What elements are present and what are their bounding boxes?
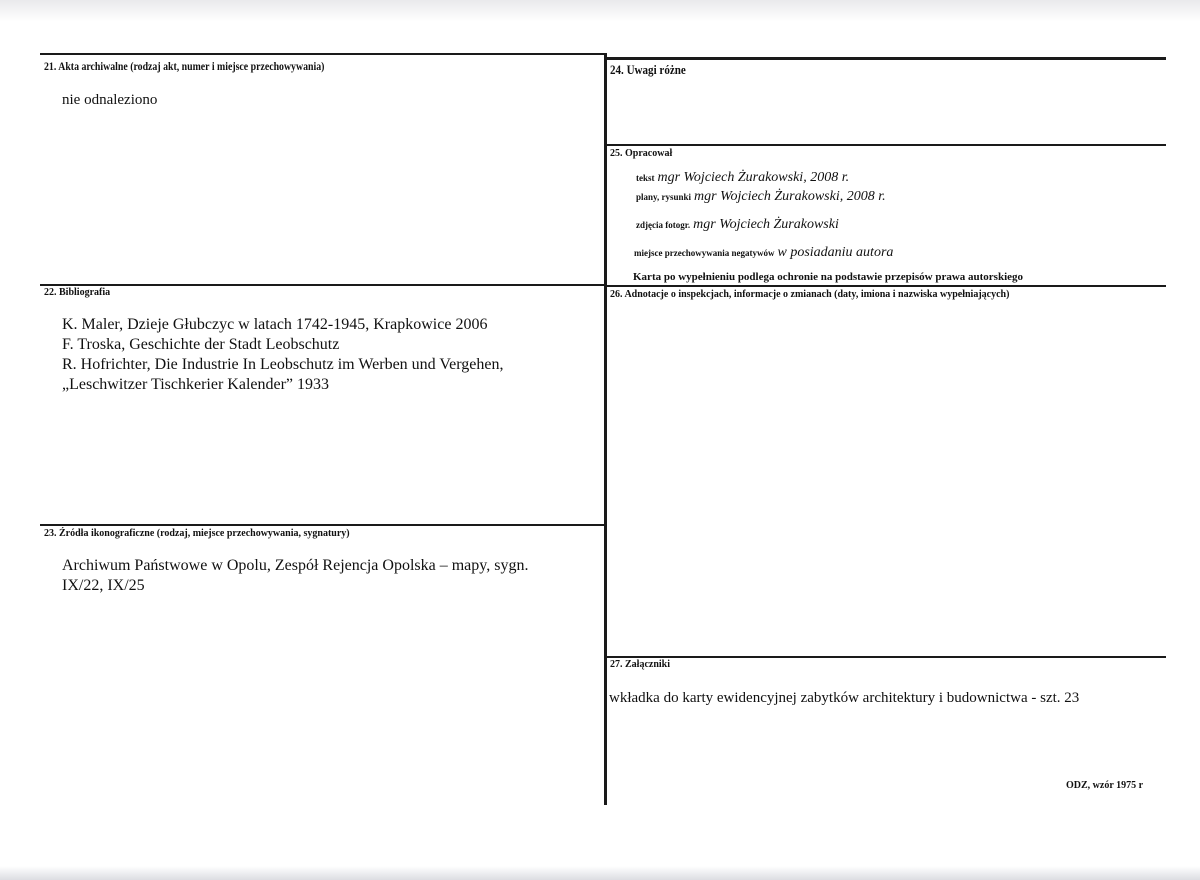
rule-above-25 (606, 144, 1166, 146)
section-26-label: 26. Adnotacje o inspekcjach, informacje o zmianach (daty, imiona i nazwiska wypełniających) (610, 289, 1010, 300)
credit-value: mgr Wojciech Żurakowski (693, 217, 839, 232)
top-rule-right (606, 57, 1166, 60)
form-version-footer: ODZ, wzór 1975 r (1066, 780, 1144, 791)
credit-label: miejsce przechowywania negatywów (634, 248, 775, 258)
section-25-label: 25. Opracował (610, 148, 673, 159)
scan-edge-bottom (0, 866, 1200, 880)
iconographic-line: IX/22, IX/25 (62, 577, 145, 594)
rule-above-27 (606, 656, 1166, 658)
credit-label: tekst (636, 173, 655, 183)
center-divider (604, 53, 607, 805)
section-27-value: wkładka do karty ewidencyjnej zabytków architektury i budownictwa - szt. 23 (609, 690, 1080, 706)
section-21-label: 21. Akta archiwalne (rodzaj akt, numer i miejsce przechowywania) (44, 59, 325, 73)
rule-above-26 (606, 285, 1166, 287)
bibliography-line: R. Hofrichter, Die Industrie In Leobschutz im Werben und Vergehen, (62, 356, 504, 373)
credit-value: mgr Wojciech Żurakowski, 2008 r. (657, 170, 850, 185)
section-22-label: 22. Bibliografia (44, 287, 111, 298)
iconographic-line: Archiwum Państwowe w Opolu, Zespół Rejencja Opolska – mapy, sygn. (62, 557, 529, 574)
credit-row-photos (636, 216, 839, 233)
credit-label: zdjęcia fotogr. (636, 220, 691, 230)
credit-value: mgr Wojciech Żurakowski, 2008 r. (694, 189, 886, 204)
credit-row-negatives (634, 244, 893, 261)
bibliography-line: F. Troska, Geschichte der Stadt Leobschutz (62, 336, 340, 353)
section-23-label: 23. Źródła ikonograficzne (rodzaj, miejsce przechowywania, sygnatury) (44, 528, 350, 539)
credit-label: plany, rysunki (636, 192, 692, 202)
section-24-label: 24. Uwagi różne (610, 62, 686, 77)
credit-value: w posiadaniu autora (777, 245, 894, 260)
credit-row-plans (636, 188, 886, 205)
credit-row-text (636, 169, 849, 186)
rule-above-23 (40, 524, 606, 526)
top-rule-left (40, 53, 606, 55)
bibliography-line: K. Maler, Dzieje Głubczyc w latach 1742-1945, Krapkowice 2006 (62, 316, 488, 333)
rule-above-22 (40, 284, 606, 286)
scan-edge-top (0, 0, 1200, 22)
bibliography-line: „Leschwitzer Tischkerier Kalender” 1933 (62, 376, 330, 393)
section-21-value: nie odnaleziono (62, 92, 158, 108)
copyright-notice: Karta po wypełnieniu podlega ochronie na podstawie przepisów prawa autorskiego (633, 271, 1024, 283)
section-27-label: 27. Załączniki (610, 659, 671, 670)
